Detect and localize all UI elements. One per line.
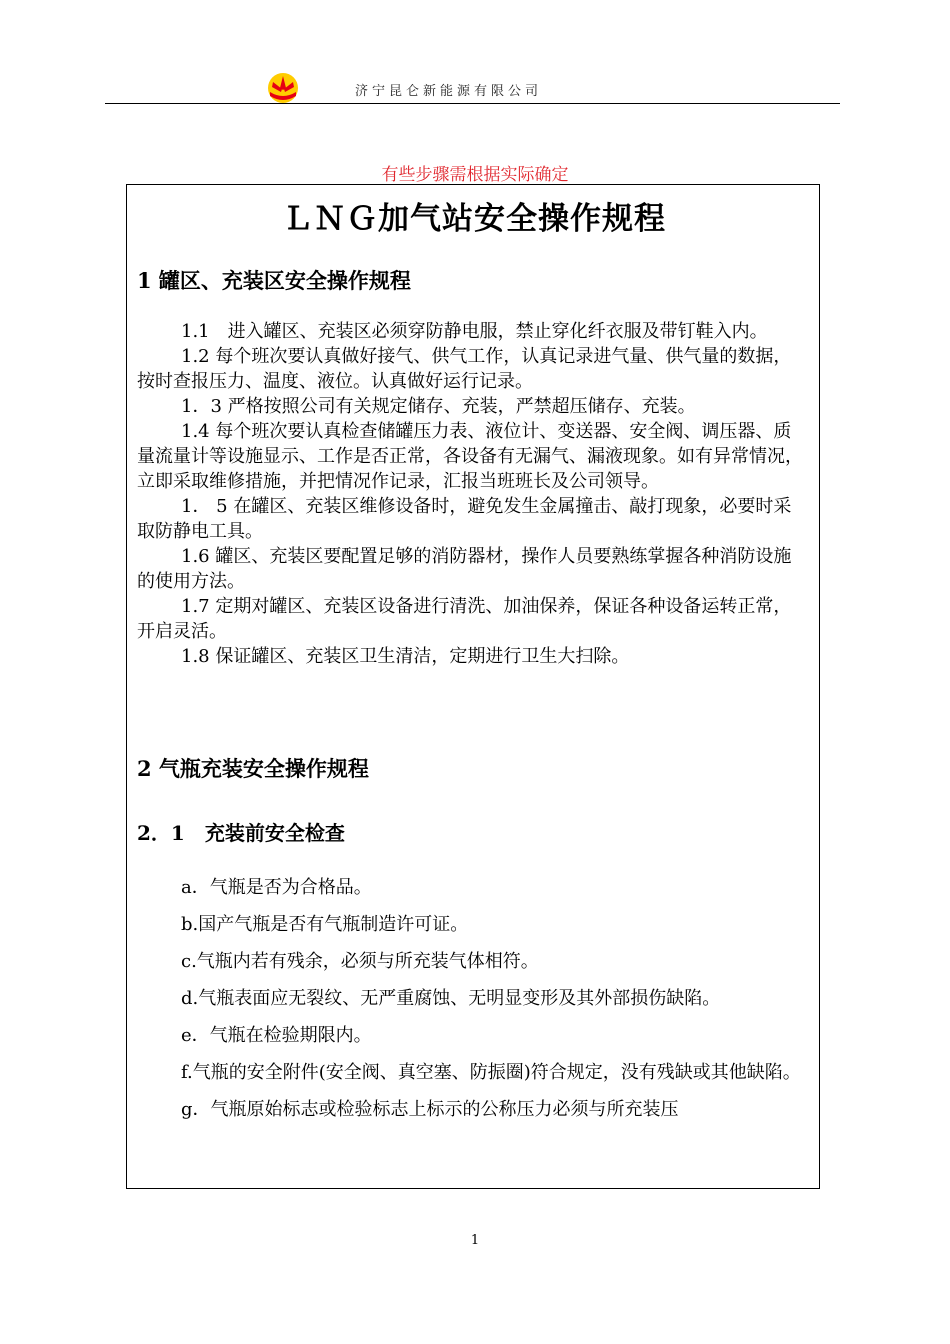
document-title: ＬＮＧ加气站安全操作规程: [282, 201, 666, 237]
check-item: g．气瓶原始标志或检验标志上标示的公称压力必须与所充装压: [181, 1099, 679, 1120]
section1-body: [137, 319, 809, 669]
notice-text: 有些步骤需根据实际确定: [381, 165, 569, 185]
page-header: [105, 70, 840, 106]
check-item: f.气瓶的安全附件(安全阀、真空塞、防振圈)符合规定，没有残缺或其他缺陷。: [181, 1062, 801, 1083]
header-divider: [105, 103, 840, 104]
section1-item: 1.8 保证罐区、充装区卫生清洁，定期进行卫生大扫除。: [181, 646, 630, 667]
section1-item: 1.4 每个班次要认真检查储罐压力表、液位计、变送器、安全阀、调压器、质量流量计等设施显示、工作是否正常，各设备有无漏气、漏液现象。如有异常情况，立即采取维修措施，并把情况作记录，汇报当班班长及公司领导。: [137, 421, 803, 492]
check-item: d.气瓶表面应无裂纹、无严重腐蚀、无明显变形及其外部损伤缺陷。: [181, 988, 721, 1009]
section2-subheading: 2．1 充装前安全检查: [137, 821, 345, 845]
company-name: 济宁昆仑新能源有限公司: [355, 84, 543, 99]
section1-item: 1.7 定期对罐区、充装区设备进行清洗、加油保养，保证各种设备运转正常，开启灵活。: [137, 596, 792, 642]
section1-item: 1．3 严格按照公司有关规定储存、充装，严禁超压储存、充装。: [181, 396, 696, 417]
company-logo-icon: [267, 72, 299, 104]
section1-heading: 1 罐区、充装区安全操作规程: [137, 268, 411, 293]
check-item: c.气瓶内若有残余，必须与所充装气体相符。: [181, 951, 539, 972]
section1-item: 1.2 每个班次要认真做好接气、供气工作，认真记录进气量、供气量的数据，按时查报压力、温度、液位。认真做好运行记录。: [137, 346, 792, 392]
section2-heading: 2 气瓶充装安全操作规程: [137, 756, 369, 781]
page-number: 1: [470, 1233, 480, 1248]
section1-item: 1.1 进入罐区、充装区必须穿防静电服，禁止穿化纤衣服及带钉鞋入内。: [181, 321, 768, 342]
check-item: a．气瓶是否为合格品。: [181, 877, 372, 898]
section2-body: [137, 869, 813, 1128]
check-item: b.国产气瓶是否有气瓶制造许可证。: [181, 914, 469, 935]
section1-item: 1． 5 在罐区、充装区维修设备时，避免发生金属撞击、敲打现象，必要时采取防静电工具。: [137, 496, 792, 542]
check-item: e．气瓶在检验期限内。: [181, 1025, 372, 1046]
section1-item: 1.6 罐区、充装区要配置足够的消防器材，操作人员要熟练掌握各种消防设施的使用方法。: [137, 546, 792, 592]
document-frame: [126, 184, 820, 1189]
